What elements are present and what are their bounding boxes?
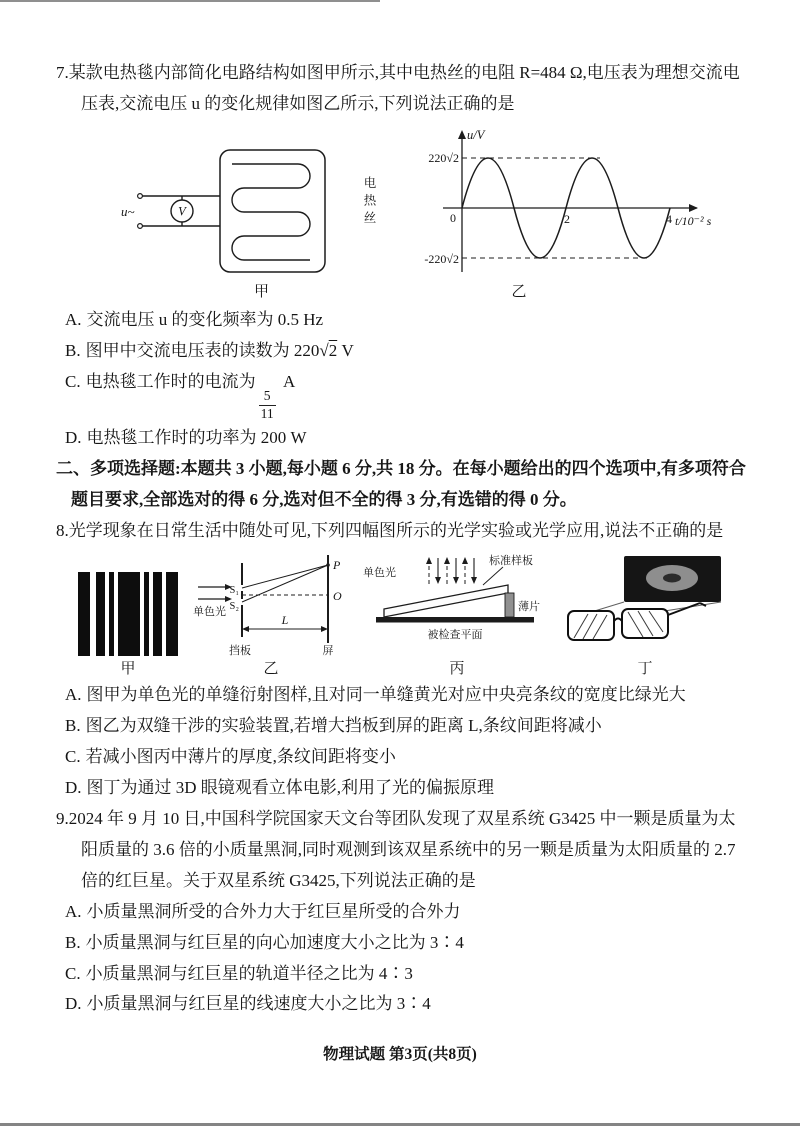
point-o-label: O [333, 589, 342, 604]
arrowhead [426, 557, 432, 564]
q9-stem [56, 804, 750, 897]
arrowhead [444, 557, 450, 564]
option-text: 若减小图丙中薄片的厚度,条纹间距将变小 [85, 746, 396, 766]
option-text-suffix: A [278, 371, 296, 391]
terminal-top [138, 193, 143, 198]
option-label: D. [65, 994, 82, 1014]
monochromatic-light-label: 单色光 [193, 606, 226, 619]
question-7 [56, 58, 750, 454]
standard-plate-label: 标准样板 [489, 555, 533, 568]
polarized-3d-diagram [564, 553, 726, 657]
point-p-label: P [333, 558, 341, 573]
slit-2-label: S₂ [229, 601, 239, 613]
fraction-denominator: 11 [260, 406, 274, 422]
thin-sheet [505, 593, 514, 617]
x-axis-arrow [689, 204, 698, 212]
screen-image-detail [663, 574, 681, 583]
option-text: 小质量黑洞与红巨星的向心加速度大小之比为 3∶4 [85, 932, 464, 952]
q8-option-b [65, 711, 750, 742]
air-wedge-figure [362, 553, 552, 678]
glasses-bridge [614, 619, 622, 622]
q8-option-c [65, 742, 750, 773]
screen-label: 屏 [322, 645, 334, 658]
option-label: C. [65, 746, 81, 766]
option-label: D. [65, 428, 82, 448]
option-label: B. [65, 932, 81, 952]
waveform-graph [417, 124, 717, 280]
circuit-figure [120, 142, 375, 301]
q7-figures [120, 124, 750, 301]
q8-options [65, 680, 750, 804]
double-slit-figure [192, 553, 350, 678]
blanket-outline [220, 150, 325, 272]
page-footer: 物理试题 第3页(共8页) [323, 1046, 477, 1063]
q9-option-b [65, 928, 750, 959]
baffle-label: 挡板 [229, 645, 251, 658]
reflected-arrows [429, 563, 465, 584]
section-2 [56, 454, 750, 516]
inspected-surface [376, 617, 534, 623]
option-label: A. [65, 309, 82, 329]
q8-option-a [65, 680, 750, 711]
arrowhead [453, 577, 459, 584]
option-label: C. [65, 963, 81, 983]
axes [443, 132, 697, 272]
y-axis-label: u/V [467, 127, 485, 142]
double-slit-diagram [192, 553, 350, 657]
q9-option-c [65, 959, 750, 990]
q7-stem-text: 某款电热毯内部简化电路结构如图甲所示,其中电热丝的电阻 R=484 Ω,电压表为理想交流电压表,交流电压 u 的变化规律如图乙所示,下列说法正确的是 [68, 63, 740, 113]
option-label: B. [65, 716, 81, 735]
q7-option-c [65, 367, 750, 424]
figure-caption-bing: 丙 [449, 661, 465, 678]
slit-1-label: S₁ [229, 585, 239, 597]
q9-option-d [65, 989, 750, 1020]
arrowhead [321, 626, 328, 632]
section-2-heading: 二、多项选择题:本题共 3 小题,每小题 6 分,共 18 分。在每小题给出的四个选项中,有多项符合题目要求,全部选对的得 6 分,选对但不全的得 3 分,有选错的得 0 分。 [56, 459, 746, 510]
terminal-bottom [138, 223, 143, 228]
figure-caption-jia: 甲 [253, 283, 269, 300]
figure-caption-jia: 甲 [120, 661, 136, 678]
q9-options [65, 897, 750, 1021]
fraction [259, 388, 276, 423]
origin-label: 0 [450, 210, 456, 225]
option-label: B. [65, 340, 81, 360]
tick-2-label: 2 [564, 211, 570, 226]
arrowhead [435, 577, 441, 584]
fraction-numerator: 5 [263, 388, 271, 404]
q8-stem-text: 光学现象在日常生活中随处可见,下列四幅图所示的光学实验或光学应用,说法不正确的是 [68, 521, 724, 541]
option-text: 图丁为通过 3D 眼镜观看立体电影,利用了光的偏振原理 [86, 777, 495, 797]
diffraction-pattern [76, 571, 180, 657]
figure-caption-yi: 乙 [511, 283, 527, 300]
q8-option-d [65, 773, 750, 804]
q8-stem [56, 516, 750, 547]
q7-option-b [65, 336, 750, 367]
q9-option-a [65, 897, 750, 928]
point-p-dot [326, 563, 330, 567]
figure-caption-yi: 乙 [263, 661, 279, 678]
air-wedge-diagram [362, 553, 552, 657]
arrowhead [462, 557, 468, 564]
incident-arrows [438, 558, 474, 577]
arrowhead [242, 626, 249, 632]
radicand: 2 [328, 340, 338, 360]
option-text: 图乙为双缝干涉的实验装置,若增大挡板到屏的距离 L,条纹间距将减小 [85, 716, 602, 735]
scan-artifact-top [0, 0, 380, 2]
q9-stem-text: 2024 年 9 月 10 日,中国科学院国家天文台等团队发现了双星系统 G3425 中一颗是质量为太阳质量的 3.6 倍的小质量黑洞,同时观测到该双星系统中的另一颗是质量为太阳质量的 2.7 倍的红巨星。关于双星系统 G3425,下列说法正确的是 [68, 808, 736, 890]
option-text-prefix: 图甲中交流电压表的读数为 220√ [85, 340, 329, 360]
option-text: 交流电压 u 的变化频率为 0.5 Hz [86, 309, 324, 329]
option-text: 电热毯工作时的功率为 200 W [86, 428, 307, 448]
y-axis-arrow [458, 130, 466, 139]
diffraction-bars [78, 572, 178, 656]
option-text: 小质量黑洞所受的合外力大于红巨星所受的合外力 [86, 901, 461, 921]
incident-arrows [198, 587, 225, 599]
option-text-prefix: 电热毯工作时的电流为 [85, 371, 256, 391]
arrowhead [471, 577, 477, 584]
rays [242, 565, 328, 602]
q7-number: 7. [56, 63, 69, 82]
q7-option-d [65, 423, 750, 454]
scan-artifact-bottom [0, 1123, 800, 1126]
option-label: D. [65, 777, 82, 797]
glasses-temple [668, 603, 700, 615]
heating-wire-label: 电热丝 [362, 175, 376, 229]
q7-stem [56, 58, 750, 120]
x-axis-label: t/10⁻² s [675, 213, 712, 228]
y-min-label: -220√2 [424, 251, 459, 266]
tick-4-label: 4 [666, 211, 672, 226]
plate-pointer-line [483, 567, 503, 585]
option-text: 小质量黑洞与红巨星的轨道半径之比为 4∶3 [85, 963, 413, 983]
q8-figures [76, 553, 750, 678]
question-9 [56, 804, 750, 1021]
thin-sheet-label: 薄片 [518, 601, 540, 614]
question-8 [56, 516, 750, 804]
option-label: C. [65, 371, 81, 391]
standard-plate [384, 585, 508, 617]
voltmeter-label: V [178, 204, 186, 219]
heating-wire-coil [232, 164, 310, 260]
source-label: u~ [121, 203, 135, 219]
option-label: A. [65, 901, 82, 921]
inspected-surface-label: 被检查平面 [427, 629, 483, 642]
option-text: 小质量黑洞与红巨星的线速度大小之比为 3∶4 [86, 994, 431, 1014]
waveform-figure [417, 124, 717, 301]
option-text: 图甲为单色光的单缝衍射图样,且对同一单缝黄光对应中央亮条纹的宽度比绿光大 [86, 685, 686, 705]
q7-options [65, 305, 750, 454]
q8-number: 8. [56, 521, 69, 541]
diffraction-figure [76, 571, 180, 678]
distance-l-label: L [281, 613, 289, 628]
polarized-3d-figure [564, 553, 726, 678]
circuit-diagram [120, 142, 355, 280]
q9-number: 9. [56, 808, 69, 828]
y-max-label: 220√2 [428, 150, 459, 165]
option-text-suffix: V [337, 340, 354, 360]
q7-option-a [65, 305, 750, 336]
option-label: A. [65, 685, 82, 705]
figure-caption-ding: 丁 [637, 661, 653, 678]
monochromatic-light-label: 单色光 [363, 567, 396, 580]
